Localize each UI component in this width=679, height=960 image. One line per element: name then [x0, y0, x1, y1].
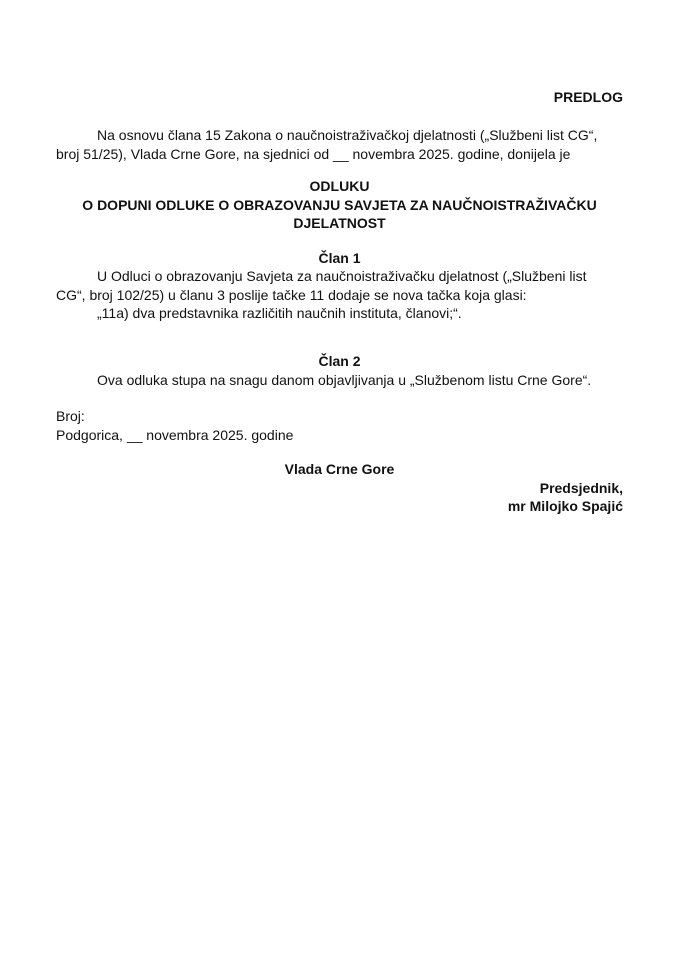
article-1-heading: Član 1 [318, 250, 361, 266]
decision-title: ODLUKU [309, 178, 370, 194]
article-1-line-2: CG“, broj 102/25) u članu 3 poslije tačke 11 dodaje se nova tačka koja glasi: [56, 287, 527, 303]
predlog-stamp: PREDLOG [553, 89, 623, 105]
decision-subtitle-line-2: DJELATNOST [293, 215, 386, 231]
intro-line-1: Na osnovu člana 15 Zakona o naučnoistraživačkoj djelatnosti („Službeni list CG“, [97, 127, 598, 143]
signature-title: Predsjednik, [539, 480, 623, 496]
article-1-line-1: U Odluci o obrazovanju Savjeta za naučnoistraživačku djelatnost („Službeni list [97, 268, 587, 284]
intro-line-2: broj 51/25), Vlada Crne Gore, na sjednici od __ novembra 2025. godine, donijela je [56, 146, 571, 162]
article-1-line-3: „11a) dva predstavnika različitih naučnih instituta, članovi;“. [97, 305, 462, 321]
decision-subtitle-line-1: O DOPUNI ODLUKE O OBRAZOVANJU SAVJETA ZA NAUČNOISTRAŽIVAČKU [82, 197, 597, 213]
place-date: Podgorica, __ novembra 2025. godine [56, 427, 294, 443]
broj-label: Broj: [56, 408, 85, 424]
article-2-line-1: Ova odluka stupa na snagu danom objavljivanja u „Službenom listu Crne Gore“. [97, 372, 592, 388]
signature-name: mr Milojko Spajić [507, 498, 623, 514]
government-name: Vlada Crne Gore [284, 461, 395, 477]
article-2-heading: Član 2 [318, 353, 361, 369]
